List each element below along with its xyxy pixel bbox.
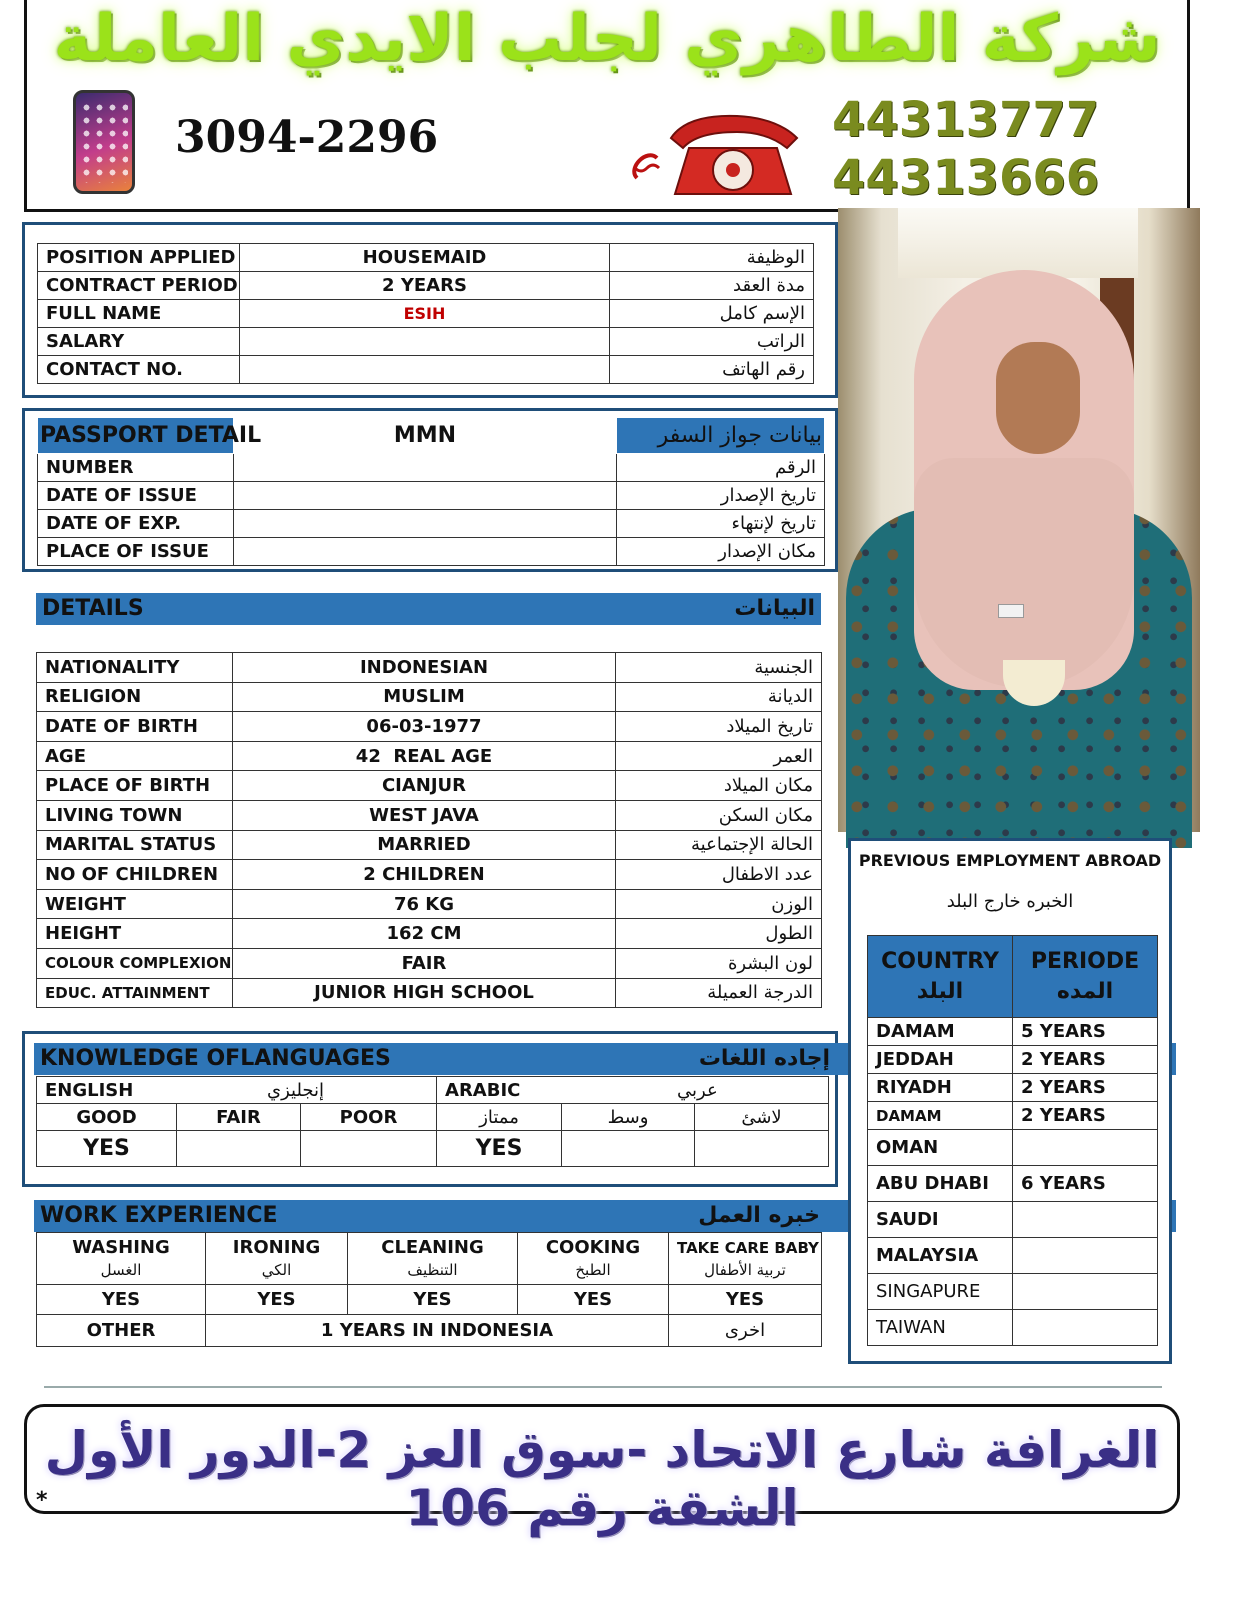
table-row [38, 300, 814, 328]
ironing-label-ar: الكي [261, 1260, 292, 1279]
skills-value-row [37, 1285, 822, 1315]
children-label: NO OF CHILDREN [37, 860, 233, 890]
religion-label: RELIGION [37, 682, 233, 712]
period-cell: 2 YEARS [1013, 1102, 1158, 1130]
date-of-issue-value [234, 482, 617, 510]
period-cell: 5 YEARS [1013, 1018, 1158, 1046]
nationality-label-ar: الجنسية [616, 653, 822, 683]
footnote-asterisk: * [36, 1488, 48, 1513]
living-town-label-ar: مكان السكن [616, 800, 822, 830]
cleaning-value: YES [348, 1285, 518, 1315]
previous-employment-title-ar: الخبره خارج البلد [946, 891, 1074, 912]
other-label: OTHER [37, 1315, 206, 1347]
table-row [868, 1130, 1158, 1166]
contract-period-label: CONTRACT PERIOD [38, 272, 240, 300]
baby-care-label-ar: تربية الأطفال [704, 1260, 786, 1279]
level-average-ar: وسط [562, 1104, 695, 1131]
period-cell [1013, 1202, 1158, 1238]
english-cell [37, 1077, 437, 1104]
position-label-ar: الوظيفة [610, 244, 814, 272]
position-label: POSITION APPLIED [38, 244, 240, 272]
date-of-exp-label-ar: تاريخ لإنتهاء [617, 510, 825, 538]
cleaning-label-en: CLEANING [381, 1236, 484, 1258]
period-cell [1013, 1274, 1158, 1310]
marital-status-label-ar: الحالة الإجتماعية [616, 830, 822, 860]
language-names-row [37, 1077, 829, 1104]
education-label-ar: الدرجة العميلة [616, 978, 822, 1008]
table-row [38, 356, 814, 384]
table-row [868, 1018, 1158, 1046]
children-label-ar: عدد الاطفال [616, 860, 822, 890]
company-header [24, 0, 1190, 212]
languages-header-label-ar: إجاده اللغات [698, 1046, 830, 1071]
weight-label-ar: الوزن [616, 889, 822, 919]
education-value: JUNIOR HIGH SCHOOL [233, 978, 616, 1008]
age-label-ar: العمر [616, 741, 822, 771]
basic-info-table [37, 243, 814, 384]
english-fair-value [177, 1131, 301, 1167]
work-experience-table [36, 1232, 822, 1347]
nationality-value: INDONESIAN [233, 653, 616, 683]
english-poor-value [301, 1131, 437, 1167]
english-label: ENGLISH [45, 1079, 134, 1101]
level-none-ar: لاشئ [695, 1104, 829, 1131]
baby-care-label-en: TAKE CARE BABY [677, 1238, 819, 1257]
complexion-label-ar: لون البشرة [616, 948, 822, 978]
table-row [37, 800, 822, 830]
table-row [38, 244, 814, 272]
table-row [37, 978, 822, 1008]
country-cell: OMAN [868, 1130, 1013, 1166]
english-good-value: YES [37, 1131, 177, 1167]
passport-box [22, 408, 838, 572]
english-label-ar: إنجليزي [267, 1079, 325, 1101]
religion-value: MUSLIM [233, 682, 616, 712]
language-values-row [37, 1131, 829, 1167]
contract-period-value: 2 YEARS [240, 272, 610, 300]
table-row [37, 653, 822, 683]
position-value: HOUSEMAID [240, 244, 610, 272]
languages-header-label: KNOWLEDGE OFLANGUAGES [40, 1046, 391, 1071]
nationality-label: NATIONALITY [37, 653, 233, 683]
date-of-birth-label: DATE OF BIRTH [37, 712, 233, 742]
place-of-birth-label-ar: مكان الميلاد [616, 771, 822, 801]
religion-label-ar: الديانة [616, 682, 822, 712]
passport-number-label-ar: الرقم [617, 454, 825, 482]
height-label: HEIGHT [37, 919, 233, 949]
level-excellent-ar: ممتاز [437, 1104, 562, 1131]
work-experience-header-label-ar: خبره العمل [698, 1203, 820, 1228]
period-cell: 2 YEARS [1013, 1074, 1158, 1102]
table-row [37, 860, 822, 890]
period-cell [1013, 1130, 1158, 1166]
office-address: الغرافة شارع الاتحاد -سوق العز 2-الدور الأول الشقة رقم 106 [44, 1421, 1160, 1537]
country-cell: DAMAM [868, 1102, 1013, 1130]
salary-label: SALARY [38, 328, 240, 356]
skills-label-row [37, 1233, 822, 1285]
table-row [37, 741, 822, 771]
country-cell: JEDDAH [868, 1046, 1013, 1074]
ironing-label [206, 1233, 348, 1285]
table-row [37, 889, 822, 919]
education-label: EDUC. ATTAINMENT [37, 978, 233, 1008]
table-row [868, 1310, 1158, 1346]
height-label-ar: الطول [616, 919, 822, 949]
country-cell: TAIWAN [868, 1310, 1013, 1346]
details-header-label-ar: البيانات [734, 596, 815, 621]
period-header-ar: المده [1056, 978, 1114, 1004]
level-poor: POOR [301, 1104, 437, 1131]
table-row [868, 1166, 1158, 1202]
details-header-label: DETAILS [42, 596, 144, 621]
passport-number-value [234, 454, 617, 482]
complexion-value: FAIR [233, 948, 616, 978]
arabic-excellent-value: YES [437, 1131, 562, 1167]
languages-table [36, 1076, 829, 1167]
arabic-label: ARABIC [445, 1079, 521, 1101]
country-cell: MALAYSIA [868, 1238, 1013, 1274]
work-experience-header-label: WORK EXPERIENCE [40, 1203, 278, 1228]
baby-care-value: YES [669, 1285, 822, 1315]
marital-status-value: MARRIED [233, 830, 616, 860]
landline-number-2: 44313666 [832, 150, 1100, 206]
arabic-label-ar: عربي [677, 1079, 718, 1101]
table-row [868, 1202, 1158, 1238]
living-town-label: LIVING TOWN [37, 800, 233, 830]
table-row [37, 948, 822, 978]
table-row [868, 1046, 1158, 1074]
table-row [38, 510, 825, 538]
passport-header: PASSPORT DETAIL [38, 418, 234, 454]
country-cell: DAMAM [868, 1018, 1013, 1046]
level-good: GOOD [37, 1104, 177, 1131]
country-cell: RIYADH [868, 1074, 1013, 1102]
period-cell: 2 YEARS [1013, 1046, 1158, 1074]
age-value: 42 REAL AGE [233, 741, 616, 771]
table-row [37, 712, 822, 742]
footer-address-box [24, 1404, 1180, 1537]
place-of-birth-label: PLACE OF BIRTH [37, 771, 233, 801]
contract-period-label-ar: مدة العقد [610, 272, 814, 300]
previous-employment-table [867, 935, 1158, 1346]
table-row [868, 1238, 1158, 1274]
details-header [36, 593, 821, 625]
contact-no-value [240, 356, 610, 384]
complexion-label: COLOUR COMPLEXION [37, 948, 233, 978]
mobile-number: 3094-2296 [175, 112, 439, 163]
washing-value: YES [37, 1285, 206, 1315]
table-row [37, 771, 822, 801]
place-of-issue-label-ar: مكان الإصدار [617, 538, 825, 566]
cooking-label-en: COOKING [545, 1236, 641, 1258]
place-of-birth-value: CIANJUR [233, 771, 616, 801]
smartphone-icon [73, 90, 135, 194]
details-table [36, 652, 822, 1008]
cleaning-label [348, 1233, 518, 1285]
previous-employment-box [848, 838, 1172, 1364]
passport-number-label: NUMBER [38, 454, 234, 482]
country-header-en: COUNTRY [881, 948, 999, 974]
baby-care-label [669, 1233, 822, 1285]
salary-label-ar: الراتب [610, 328, 814, 356]
arabic-cell [437, 1077, 829, 1104]
table-row [868, 1274, 1158, 1310]
age-label: AGE [37, 741, 233, 771]
passport-type-value: MMN [234, 418, 617, 454]
place-of-issue-label: PLACE OF ISSUE [38, 538, 234, 566]
period-column-header [1013, 936, 1158, 1018]
cleaning-label-ar: التنظيف [407, 1260, 458, 1279]
washing-label-ar: الغسل [100, 1260, 142, 1279]
table-row [37, 830, 822, 860]
table-row [868, 1074, 1158, 1102]
basic-info-box [22, 222, 838, 398]
contact-no-label-ar: رقم الهاتف [610, 356, 814, 384]
date-of-exp-value [234, 510, 617, 538]
washing-label-en: WASHING [72, 1236, 170, 1258]
full-name-label: FULL NAME [38, 300, 240, 328]
full-name-label-ar: الإسم كامل [610, 300, 814, 328]
landline-number-1: 44313777 [832, 92, 1100, 148]
applicant-photo [838, 208, 1200, 832]
date-of-birth-value: 06-03-1977 [233, 712, 616, 742]
date-of-issue-label-ar: تاريخ الإصدار [617, 482, 825, 510]
marital-status-label: MARITAL STATUS [37, 830, 233, 860]
period-header-en: PERIODE [1030, 948, 1140, 974]
country-column-header [868, 936, 1013, 1018]
salary-value [240, 328, 610, 356]
cooking-label [518, 1233, 669, 1285]
previous-employment-header-row [868, 936, 1158, 1018]
table-row [38, 272, 814, 300]
date-of-exp-label: DATE OF EXP. [38, 510, 234, 538]
company-name: شركة الطاهري لجلب الايدي العاملة [53, 2, 1161, 76]
arabic-average-value [562, 1131, 695, 1167]
passport-table [37, 417, 825, 566]
cooking-value: YES [518, 1285, 669, 1315]
rotary-telephone-icon [627, 108, 787, 196]
period-cell [1013, 1310, 1158, 1346]
country-cell: SAUDI [868, 1202, 1013, 1238]
table-row [868, 1102, 1158, 1130]
table-row [37, 682, 822, 712]
passport-header-ar: بيانات جواز السفر [617, 418, 825, 454]
ironing-label-en: IRONING [232, 1236, 321, 1258]
footer-divider [44, 1386, 1162, 1388]
country-cell: ABU DHABI [868, 1166, 1013, 1202]
country-header-ar: البلد [916, 978, 964, 1004]
country-cell: SINGAPURE [868, 1274, 1013, 1310]
table-row [37, 919, 822, 949]
contact-no-label: CONTACT NO. [38, 356, 240, 384]
language-levels-row [37, 1104, 829, 1131]
arabic-none-value [695, 1131, 829, 1167]
other-label-ar: اخرى [669, 1315, 822, 1347]
table-row [38, 538, 825, 566]
children-value: 2 CHILDREN [233, 860, 616, 890]
table-row [38, 328, 814, 356]
date-of-birth-label-ar: تاريخ الميلاد [616, 712, 822, 742]
other-experience-row [37, 1315, 822, 1347]
date-of-issue-label: DATE OF ISSUE [38, 482, 234, 510]
full-name-value: ESIH [240, 300, 610, 328]
height-value: 162 CM [233, 919, 616, 949]
washing-label [37, 1233, 206, 1285]
period-cell [1013, 1238, 1158, 1274]
other-value: 1 YEARS IN INDONESIA [206, 1315, 669, 1347]
passport-header-row [38, 418, 825, 454]
weight-value: 76 KG [233, 889, 616, 919]
period-cell: 6 YEARS [1013, 1166, 1158, 1202]
ironing-value: YES [206, 1285, 348, 1315]
living-town-value: WEST JAVA [233, 800, 616, 830]
place-of-issue-value [234, 538, 617, 566]
cooking-label-ar: الطبخ [575, 1260, 611, 1279]
table-row [38, 482, 825, 510]
weight-label: WEIGHT [37, 889, 233, 919]
previous-employment-title: PREVIOUS EMPLOYMENT ABROAD [858, 851, 1162, 870]
level-fair: FAIR [177, 1104, 301, 1131]
table-row [38, 454, 825, 482]
